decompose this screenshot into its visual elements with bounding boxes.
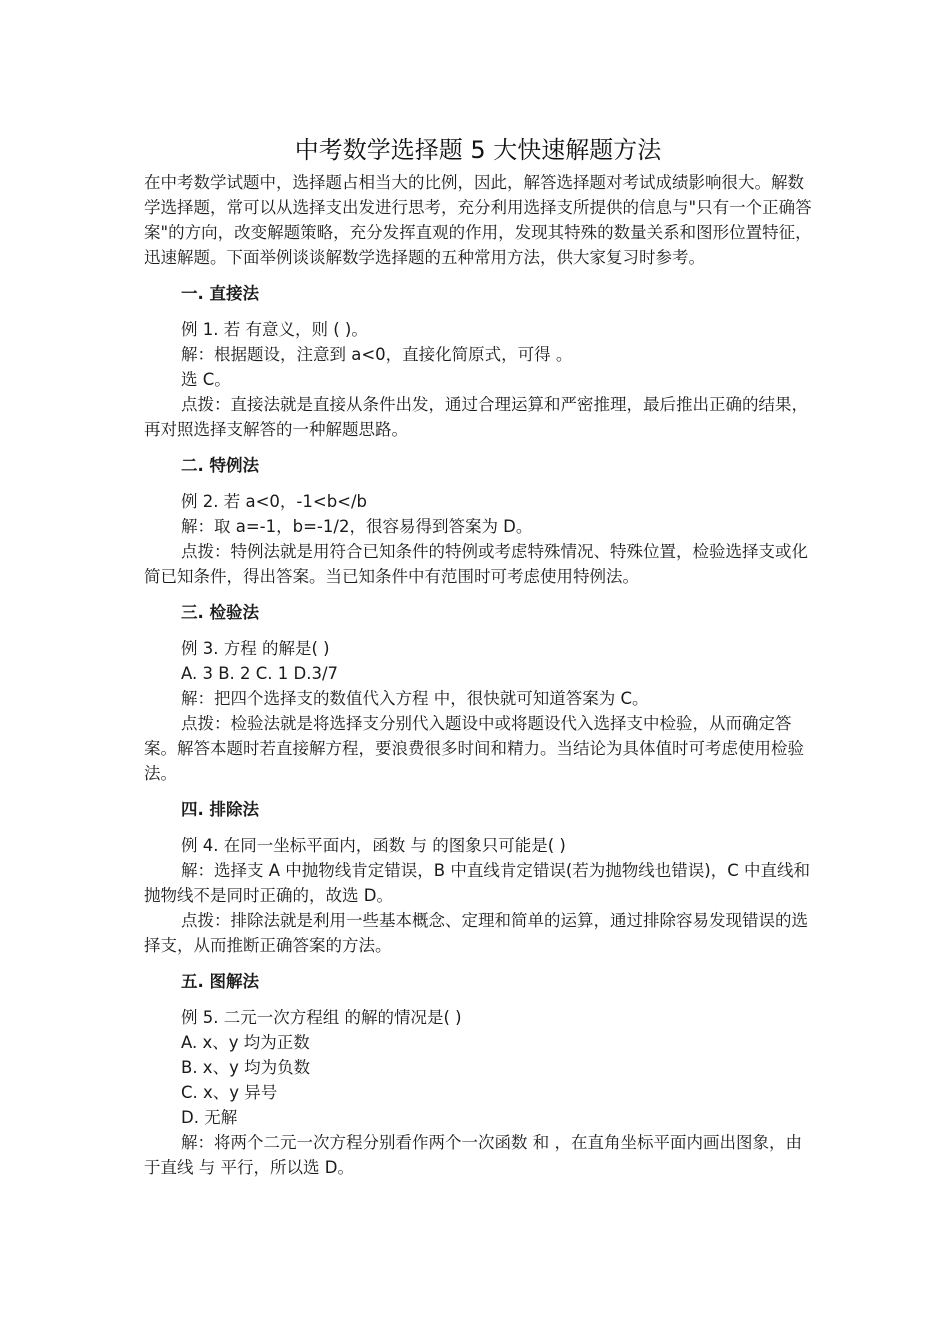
intro-paragraph: 在中考数学试题中，选择题占相当大的比例，因此，解答选择题对考试成绩影响很大。解数学选择题，常可以从选择支出发进行思考，充分利用选择支所提供的信息与"只有一个正确答案"的方向，改变解题策略，充分发挥直观的作用，发现其特殊的数量关系和图形位置特征，迅速解题。下面举例谈谈解数学选择题的五种常用方法，供大家复习时参考。 bbox=[144, 173, 812, 267]
option-d-line: D. 无解 bbox=[181, 1108, 238, 1127]
option-c-line: C. x、y 异号 bbox=[181, 1083, 278, 1102]
section-heading: 一. 直接法 bbox=[181, 284, 260, 303]
tip-paragraph: 点拨：排除法就是利用一些基本概念、定理和简单的运算，通过排除容易发现错误的选择支，从而推断正确答案的方法。 bbox=[144, 911, 808, 955]
options-line: A. 3 B. 2 C. 1 D.3/7 bbox=[181, 664, 339, 683]
section-elimination-method bbox=[144, 797, 812, 958]
option-a-line: A. x、y 均为正数 bbox=[181, 1033, 310, 1052]
example-line: 例 2. 若 a<0，-1<b</b bbox=[181, 492, 368, 511]
answer-line: 选 C。 bbox=[181, 370, 231, 389]
section-direct-method bbox=[144, 281, 812, 442]
example-line: 例 5. 二元一次方程组 的解的情况是( ) bbox=[181, 1008, 462, 1027]
example-line: 例 4. 在同一坐标平面内，函数 与 的图象只可能是( ) bbox=[181, 836, 566, 855]
section-special-case-method bbox=[144, 453, 812, 589]
section-heading: 五. 图解法 bbox=[181, 972, 260, 991]
section-graphical-method bbox=[144, 969, 812, 1180]
tip-paragraph: 点拨：特例法就是用符合已知条件的特例或考虑特殊情况、特殊位置，检验选择支或化简已知条件，得出答案。当已知条件中有范围时可考虑使用特例法。 bbox=[144, 542, 808, 586]
example-line: 例 1. 若 有意义，则 ( )。 bbox=[181, 320, 368, 339]
tip-paragraph: 点拨：直接法就是直接从条件出发，通过合理运算和严密推理，最后推出正确的结果，再对照选择支解答的一种解题思路。 bbox=[144, 395, 808, 439]
option-b-line: B. x、y 均为负数 bbox=[181, 1058, 311, 1077]
solution-line: 解：选择支 A 中抛物线肯定错误，B 中直线肯定错误(若为抛物线也错误)，C 中直线和抛物线不是同时正确的，故选 D。 bbox=[144, 861, 810, 905]
example-line: 例 3. 方程 的解是( ) bbox=[181, 639, 330, 658]
page-title: 中考数学选择题 5 大快速解题方法 bbox=[294, 136, 662, 164]
section-heading: 二. 特例法 bbox=[181, 456, 260, 475]
tip-paragraph: 点拨：检验法就是将选择支分别代入题设中或将题设代入选择支中检验，从而确定答案。解答本题时若直接解方程，要浪费很多时间和精力。当结论为具体值时可考虑使用检验法。 bbox=[144, 714, 804, 783]
document-page bbox=[144, 130, 812, 1180]
section-verification-method bbox=[144, 600, 812, 786]
solution-line: 解：将两个二元一次方程分别看作两个一次函数 和 ，在直角坐标平面内画出图象，由于直线 与 平行，所以选 D。 bbox=[144, 1133, 802, 1177]
section-heading: 四. 排除法 bbox=[181, 800, 260, 819]
solution-line: 解：把四个选择支的数值代入方程 中，很快就可知道答案为 C。 bbox=[181, 689, 649, 708]
solution-line: 解：根据题设，注意到 a<0，直接化简原式，可得 。 bbox=[181, 345, 573, 364]
solution-line: 解：取 a=-1，b=-1/2，很容易得到答案为 D。 bbox=[181, 517, 533, 536]
section-heading: 三. 检验法 bbox=[181, 603, 260, 622]
